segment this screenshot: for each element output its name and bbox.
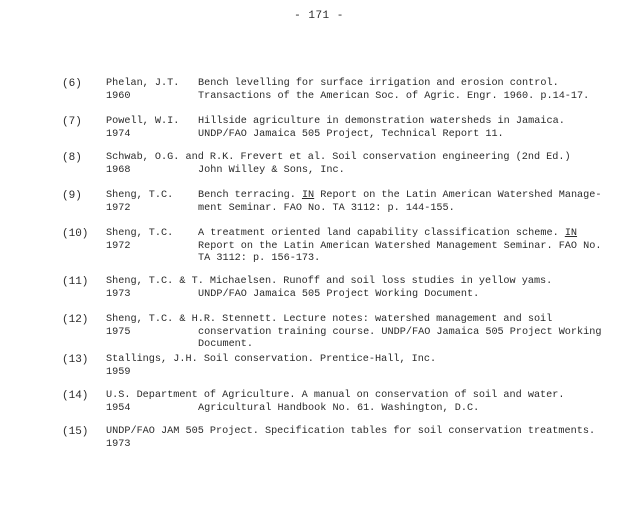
reference-number: (7)	[62, 116, 82, 128]
reference-text: conservation training course. UNDP/FAO Jamaica 505 Project Working	[198, 326, 602, 338]
reference-text: Document.	[198, 339, 254, 350]
reference-author: 1954	[106, 402, 131, 414]
reference-line: 1959	[106, 366, 131, 378]
underlined-in: IN	[564, 228, 578, 239]
reference-author: Sheng, T.C.	[106, 228, 174, 239]
reference-author: Phelan, J.T.	[106, 78, 180, 89]
reference-text: John Willey & Sons, Inc.	[198, 164, 345, 176]
reference-text: Agricultural Handbook No. 61. Washington, D.C.	[198, 402, 480, 414]
reference-author: 1972	[106, 202, 131, 214]
reference-text: TA 3112: p. 156-173.	[198, 253, 321, 264]
reference-text: ment Seminar. FAO No. TA 3112: p. 144-155.	[198, 202, 455, 214]
reference-number: (9)	[62, 190, 82, 202]
reference-text: Bench levelling for surface irrigation and erosion control.	[198, 78, 559, 89]
reference-line: Sheng, T.C. & H.R. Stennett. Lecture notes: watershed management and soil	[106, 314, 553, 325]
reference-line: Schwab, O.G. and R.K. Frevert et al. Soil conservation engineering (2nd Ed.)	[106, 152, 571, 163]
reference-author: 1960	[106, 90, 131, 102]
reference-author: 1972	[106, 240, 131, 252]
reference-author: 1974	[106, 128, 131, 140]
underlined-in: IN	[301, 190, 315, 201]
reference-line: 1973	[106, 438, 131, 450]
reference-number: (10)	[62, 228, 89, 240]
reference-text: UNDP/FAO Jamaica 505 Project Working Document.	[198, 288, 480, 300]
reference-author: Powell, W.I.	[106, 116, 180, 127]
reference-number: (11)	[62, 276, 89, 288]
reference-text: Transactions of the American Soc. of Agric. Engr. 1960. p.14-17.	[198, 90, 590, 102]
reference-line: Sheng, T.C. & T. Michaelsen. Runoff and soil loss studies in yellow yams.	[106, 276, 553, 287]
reference-author: 1975	[106, 326, 131, 338]
reference-text: A treatment oriented land capability classification scheme. IN	[198, 228, 578, 239]
reference-number: (13)	[62, 354, 89, 366]
reference-text: Bench terracing. IN Report on the Latin American Watershed Manage-	[198, 190, 602, 201]
reference-number: (12)	[62, 314, 89, 326]
reference-author: 1968	[106, 164, 131, 176]
reference-number: (6)	[62, 78, 82, 90]
reference-line: Stallings, J.H. Soil conservation. Prentice-Hall, Inc.	[106, 354, 437, 365]
page-number: - 171 -	[294, 10, 344, 22]
reference-line: U.S. Department of Agriculture. A manual on conservation of soil and water.	[106, 390, 565, 401]
reference-text: Report on the Latin American Watershed Management Seminar. FAO No.	[198, 240, 602, 252]
reference-text: UNDP/FAO Jamaica 505 Project, Technical Report 11.	[198, 128, 504, 140]
reference-text: Hillside agriculture in demonstration watersheds in Jamaica.	[198, 116, 565, 127]
reference-number: (8)	[62, 152, 82, 164]
reference-number: (15)	[62, 426, 89, 438]
reference-number: (14)	[62, 390, 89, 402]
reference-author: 1973	[106, 288, 131, 300]
reference-line: UNDP/FAO JAM 505 Project. Specification tables for soil conservation treatments.	[106, 426, 596, 437]
reference-author: Sheng, T.C.	[106, 190, 174, 201]
